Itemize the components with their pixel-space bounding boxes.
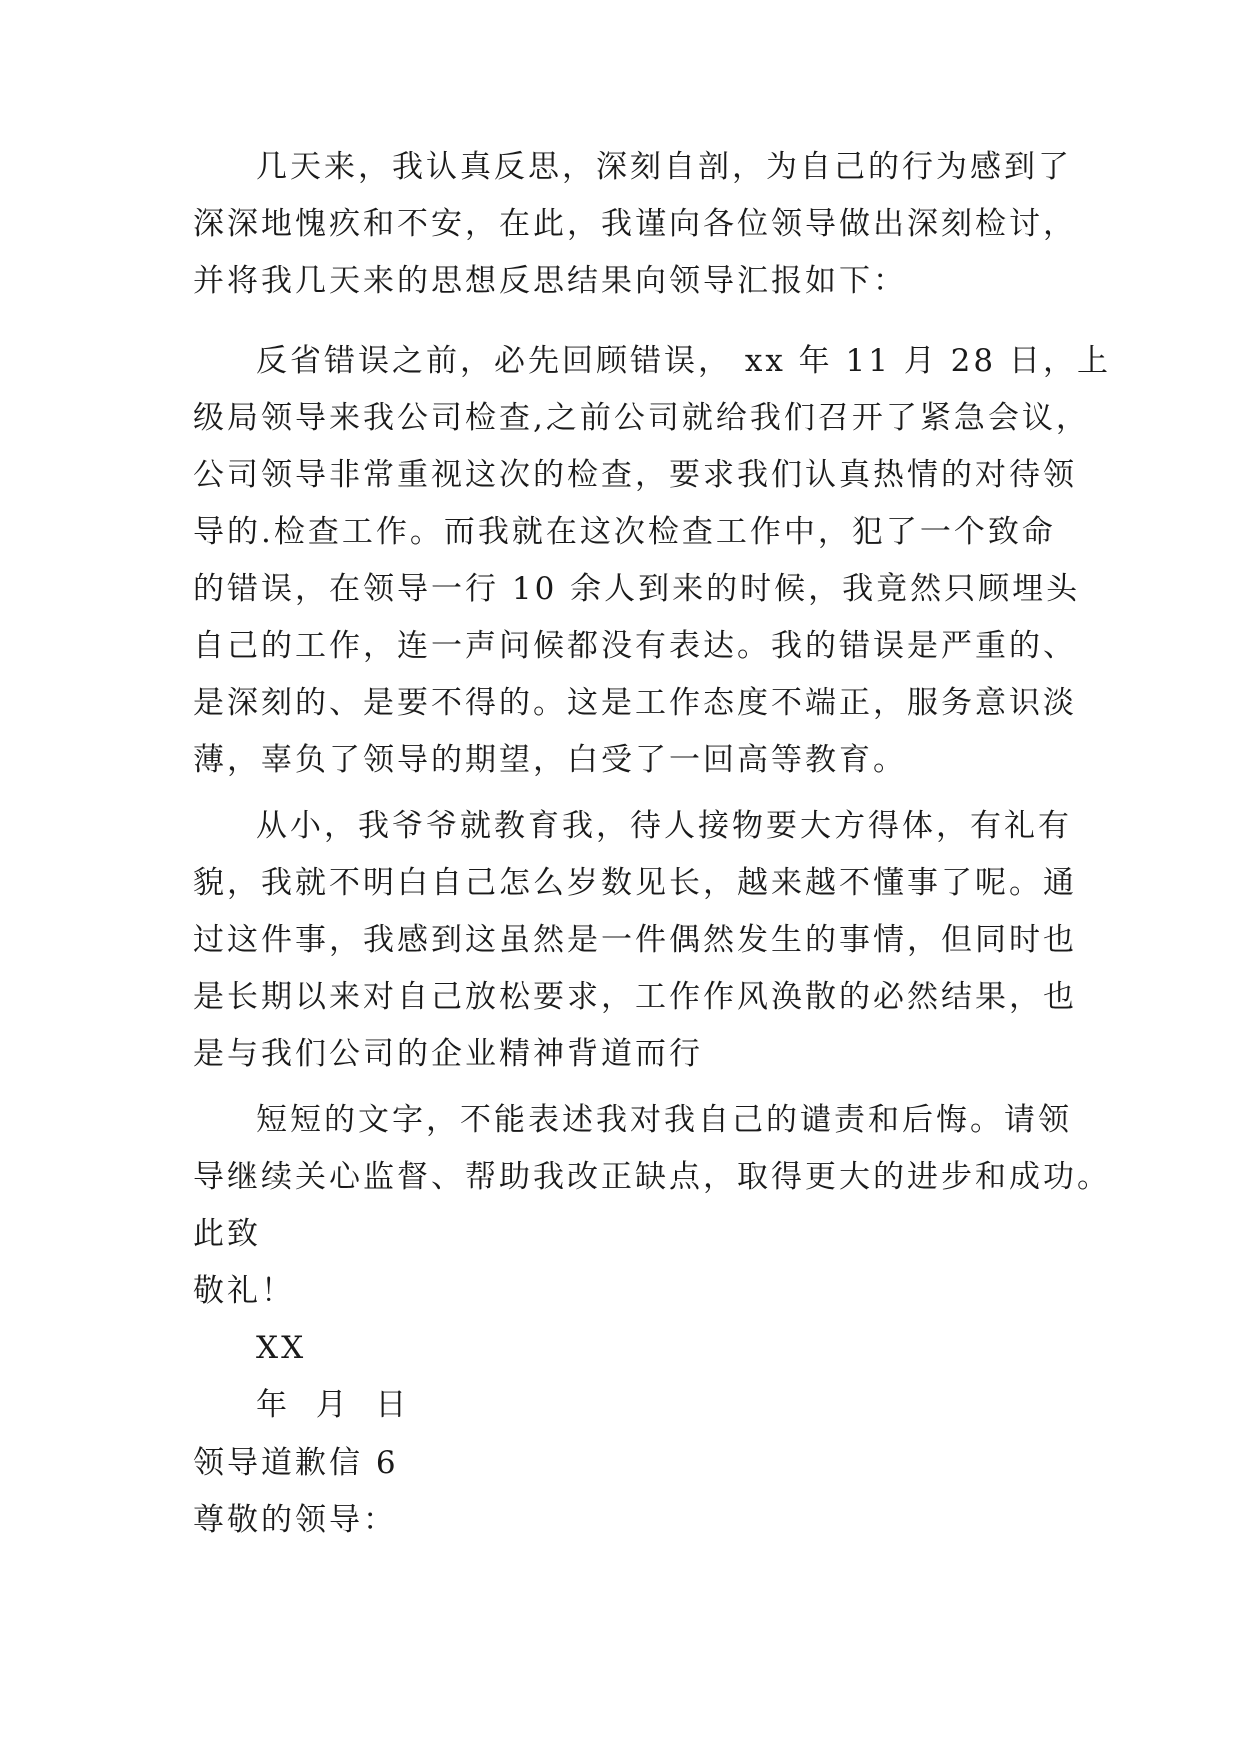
paragraph-line: 并将我几天来的思想反思结果向领导汇报如下： (193, 263, 907, 299)
paragraph-line: 短短的文字，不能表述我对我自己的谴责和后悔。请领 (256, 1102, 1072, 1138)
paragraph-line: 貌，我就不明白自己怎么岁数见长，越来越不懂事了呢。通 (193, 865, 1077, 901)
paragraph-line: 公司领导非常重视这次的检查，要求我们认真热情的对待领 (193, 457, 1077, 493)
paragraph-line: 深深地愧疚和不安，在此，我谨向各位领导做出深刻检讨， (193, 206, 1077, 242)
paragraph-line: 级局领导来我公司检查,之前公司就给我们召开了紧急会议， (193, 400, 1090, 436)
greeting-line: 尊敬的领导： (193, 1502, 397, 1538)
section-title: 领导道歉信 6 (193, 1445, 399, 1481)
paragraph-line: 是深刻的、是要不得的。这是工作态度不端正，服务意识淡 (193, 685, 1077, 721)
closing-line: 此致 (193, 1216, 261, 1252)
paragraph-line: 自己的工作，连一声问候都没有表达。我的错误是严重的、 (193, 628, 1077, 664)
paragraph-line: 薄，辜负了领导的期望，白受了一回高等教育。 (193, 742, 907, 778)
paragraph-line: 导继续关心监督、帮助我改正缺点，取得更大的进步和成功。 (193, 1159, 1111, 1195)
paragraph-line: 从小，我爷爷就教育我，待人接物要大方得体，有礼有 (256, 808, 1072, 844)
paragraph-line: 几天来，我认真反思，深刻自剖，为自己的行为感到了 (256, 149, 1072, 185)
paragraph-line: 反省错误之前，必先回顾错误， xx 年 11 月 28 日，上 (256, 343, 1111, 379)
paragraph-line: 是长期以来对自己放松要求，工作作风涣散的必然结果，也 (193, 979, 1077, 1015)
signature-name: XX (256, 1330, 307, 1366)
paragraph-line: 过这件事，我感到这虽然是一件偶然发生的事情，但同时也 (193, 922, 1077, 958)
paragraph-line: 的错误，在领导一行 10 余人到来的时候，我竟然只顾埋头 (193, 571, 1081, 607)
signature-date: 年 月 日 (256, 1387, 410, 1423)
paragraph-line: 是与我们公司的企业精神背道而行 (193, 1036, 703, 1072)
paragraph-line: 导的.检查工作。而我就在这次检查工作中，犯了一个致命 (193, 514, 1056, 550)
salutation-line: 敬礼！ (193, 1273, 295, 1309)
